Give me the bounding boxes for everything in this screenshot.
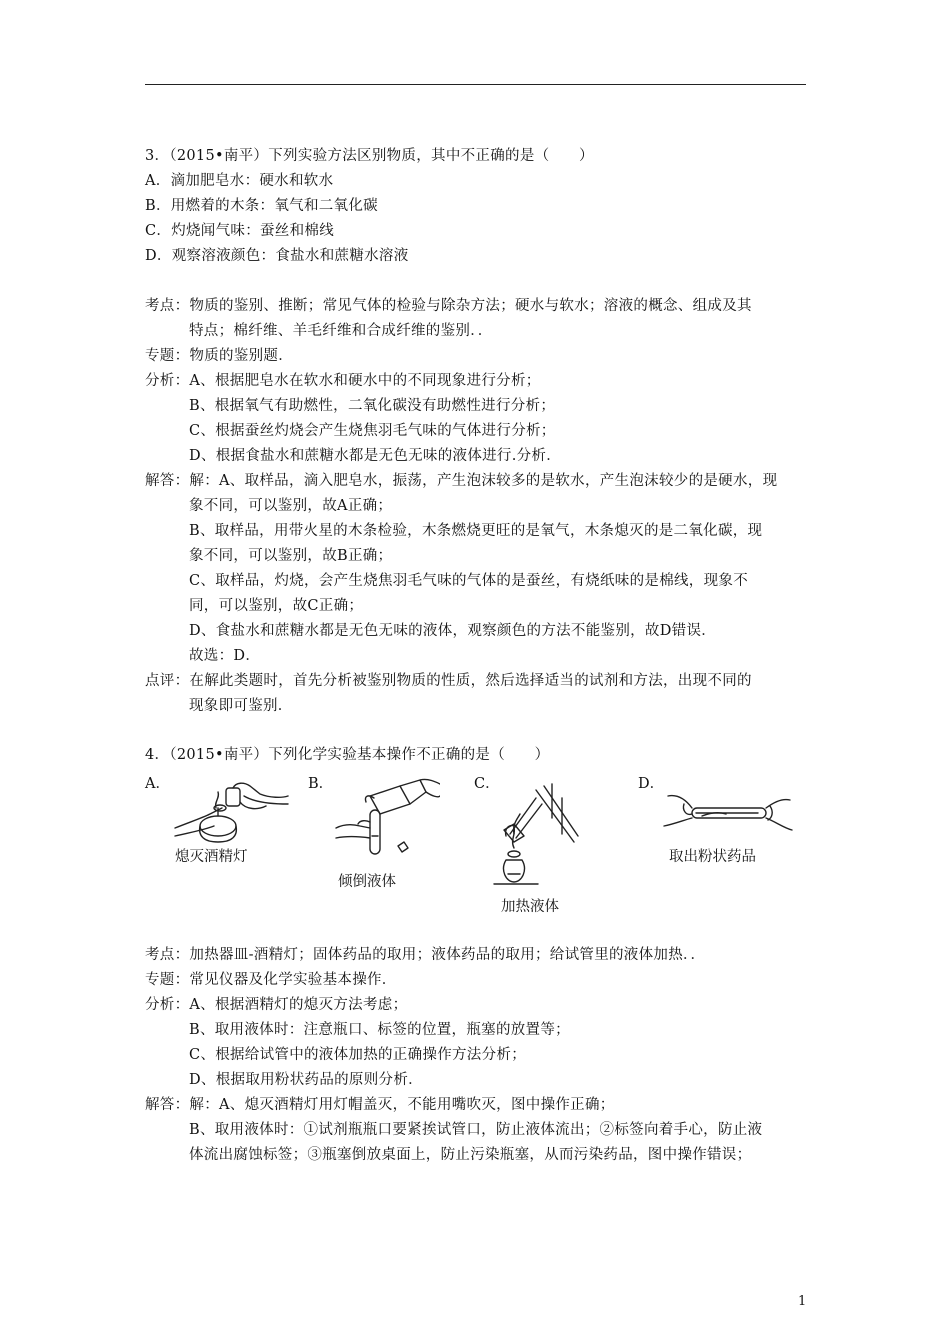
q3-kaodian-cont: 特点；棉纤维、羊毛纤维和合成纤维的鉴别．． (189, 323, 493, 339)
q3-jieda-a-cont: 象不同，可以鉴别，故A正确； (189, 498, 393, 514)
page-number: 1 (798, 1294, 807, 1309)
q3-fenxi-a: 分析：A、根据肥皂水在软水和硬水中的不同现象进行分析； (145, 373, 541, 389)
q3-answer: 故选：D． (189, 648, 261, 664)
pouring-liquid-figure (330, 776, 440, 864)
q3-option-d: D．观察溶液颜色：食盐水和蔗糖水溶液 (145, 248, 409, 264)
q3-kaodian: 考点：物质的鉴别、推断；常见气体的检验与除杂方法；硬水与软水；溶液的概念、组成及其 (145, 298, 752, 314)
q3-option-b: B．用燃着的木条：氧气和二氧化碳 (145, 198, 378, 214)
q4-jieda-a: 解答：解：A、熄灭酒精灯用灯帽盖灭，不能用嘴吹灭，图中操作正确； (145, 1097, 615, 1113)
q4-letter-c: C． (474, 776, 500, 792)
q3-stem: 3．（2015•南平）下列实验方法区别物质，其中不正确的是（ ） (145, 148, 594, 164)
q4-caption-a: 熄灭酒精灯 (175, 849, 248, 865)
powder-medicine-figure (662, 786, 794, 844)
q4-zhuanti: 专题：常见仪器及化学实验基本操作． (145, 972, 397, 988)
q3-jieda-b-cont: 象不同，可以鉴别，故B正确； (189, 548, 393, 564)
q3-jieda-b: B、取样品，用带火星的木条检验，木条燃烧更旺的是氧气，木条熄灭的是二氧化碳，现 (189, 523, 763, 539)
q3-dianping-cont: 现象即可鉴别． (189, 698, 293, 714)
q4-caption-b: 倾倒液体 (338, 874, 396, 890)
q4-fenxi-a: 分析：A、根据酒精灯的熄灭方法考虑； (145, 997, 408, 1013)
q3-fenxi-c: C、根据蚕丝灼烧会产生烧焦羽毛气味的气体进行分析； (189, 423, 556, 439)
heating-liquid-figure (492, 778, 587, 886)
q3-jieda-c: C、取样品，灼烧，会产生烧焦羽毛气味的气体的是蚕丝，有烧纸味的是棉线，现象不 (189, 573, 748, 589)
q3-jieda-c-cont: 同，可以鉴别，故C正确； (189, 598, 364, 614)
q3-zhuanti: 专题：物质的鉴别题． (145, 348, 293, 364)
q3-fenxi-b: B、根据氧气有助燃性，二氧化碳没有助燃性进行分析； (189, 398, 556, 414)
q4-fenxi-b: B、取用液体时：注意瓶口、标签的位置，瓶塞的放置等； (189, 1022, 570, 1038)
q4-letter-d: D． (638, 776, 665, 792)
q4-jieda-b: B、取用液体时：①试剂瓶瓶口要紧挨试管口，防止液体流出；②标签向着手心，防止液 (189, 1122, 763, 1138)
q3-dianping: 点评：在解此类题时，首先分析被鉴别物质的性质，然后选择适当的试剂和方法，出现不同的 (145, 673, 752, 689)
q4-fenxi-c: C、根据给试管中的液体加热的正确操作方法分析； (189, 1047, 526, 1063)
q3-option-a: A．滴加肥皂水：硬水和软水 (145, 173, 334, 189)
q4-jieda-b-cont: 体流出腐蚀标签；③瓶塞倒放桌面上，防止污染瓶塞，从而污染药品，图中操作错误； (189, 1147, 752, 1163)
q4-caption-c: 加热液体 (501, 899, 559, 915)
q3-jieda-d: D、食盐水和蔗糖水都是无色无味的液体，观察颜色的方法不能鉴别，故D错误． (189, 623, 717, 639)
q4-fenxi-d: D、根据取用粉状药品的原则分析． (189, 1072, 423, 1088)
q4-letter-a: A． (145, 776, 170, 792)
q3-fenxi-d: D、根据食盐水和蔗糖水都是无色无味的液体进行.分析． (189, 448, 562, 464)
q3-jieda-a: 解答：解：A、取样品，滴入肥皂水，振荡，产生泡沫较多的是软水，产生泡沫较少的是硬水，现 (145, 473, 778, 489)
header-rule (145, 84, 806, 85)
q4-letter-b: B． (308, 776, 334, 792)
alcohol-lamp-figure (170, 778, 295, 848)
q4-caption-d: 取出粉状药品 (669, 849, 756, 865)
q4-stem: 4．（2015•南平）下列化学实验基本操作不正确的是（ ） (145, 747, 550, 763)
q4-kaodian: 考点：加热器皿-酒精灯；固体药品的取用；液体药品的取用；给试管里的液体加热．． (145, 947, 706, 963)
q3-option-c: C．灼烧闻气味：蚕丝和棉线 (145, 223, 334, 239)
